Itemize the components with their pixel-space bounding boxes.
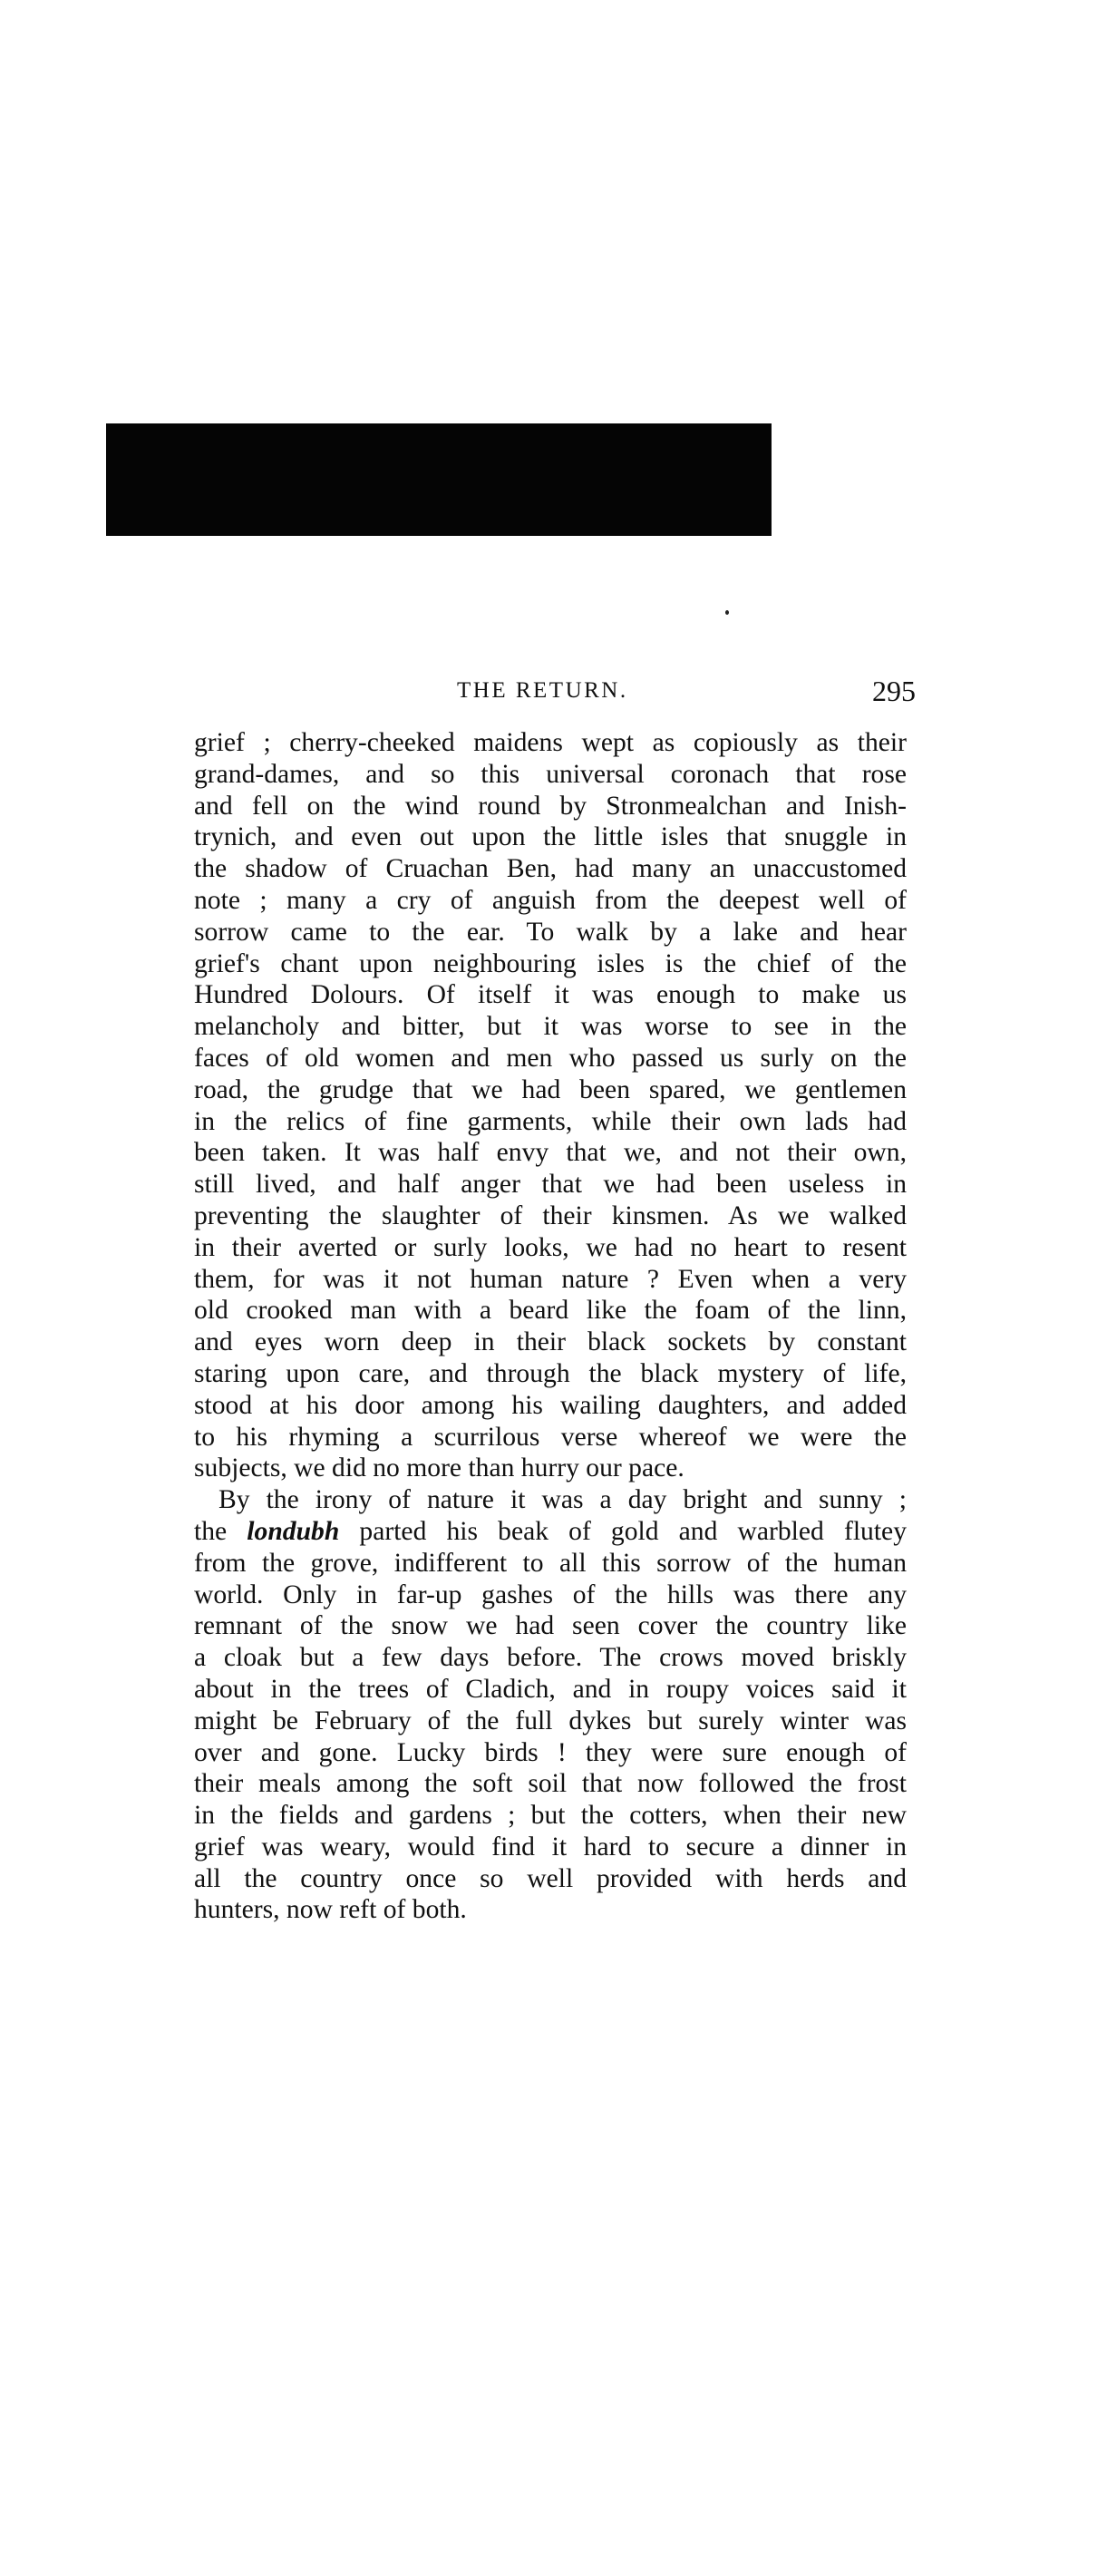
paragraph-2	[194, 1484, 907, 1926]
text-line: them, for was it not human nature ? Even when a very	[194, 1264, 907, 1294]
ink-speck	[725, 610, 729, 615]
text-line: been taken. It was half envy that we, and not their own,	[194, 1138, 907, 1168]
text-line	[194, 1516, 907, 1548]
text-line: stood at his door among his wailing daughters, and added	[194, 1390, 907, 1420]
text-line: and eyes worn deep in their black sockets by constant	[194, 1327, 907, 1357]
text-line: the shadow of Cruachan Ben, had many an unaccustomed	[194, 854, 907, 884]
running-title: THE RETURN.	[457, 678, 628, 703]
text-line: note ; many a cry of anguish from the deepest well of	[194, 885, 907, 915]
text-line: still lived, and half anger that we had been useless in	[194, 1170, 907, 1200]
text-line: and fell on the wind round by Stronmealchan and Inish-	[194, 791, 907, 821]
text-line: in their averted or surly looks, we had no heart to resent	[194, 1232, 907, 1262]
text-line: about in the trees of Cladich, and in roupy voices said it	[194, 1674, 907, 1704]
text-line: a cloak but a few days before. The crows moved briskly	[194, 1643, 907, 1673]
paragraph-1	[194, 727, 907, 1484]
text-line: to his rhyming a scurrilous verse whereof we were the	[194, 1422, 907, 1452]
text-line: remnant of the snow we had seen cover the country like	[194, 1611, 907, 1641]
page-number: 295	[872, 675, 916, 707]
text-line: all the country once so well provided with herds and	[194, 1863, 907, 1893]
text-line: in the fields and gardens ; but the cotters, when their new	[194, 1801, 907, 1831]
text-line: might be February of the full dykes but surely winter was	[194, 1706, 907, 1735]
text-line: world. Only in far-up gashes of the hills was there any	[194, 1580, 907, 1609]
text-line: trynich, and even out upon the little isles that snuggle in	[194, 822, 907, 852]
text-line: their meals among the soft soil that now followed the frost	[194, 1769, 907, 1799]
text-line: from the grove, indifferent to all this sorrow of the human	[194, 1548, 907, 1578]
text-line: staring upon care, and through the black mystery of life,	[194, 1358, 907, 1388]
text-line: Hundred Dolours. Of itself it was enough to make us	[194, 980, 907, 1010]
text-line: faces of old women and men who passed us surly on the	[194, 1043, 907, 1073]
text-line: grand-dames, and so this universal coronach that rose	[194, 759, 907, 789]
text-line: grief was weary, would find it hard to secure a dinner in	[194, 1832, 907, 1862]
text-line: grief ; cherry-cheeked maidens wept as copiously as their	[194, 728, 907, 757]
text-line: old crooked man with a beard like the foam of the linn,	[194, 1296, 907, 1326]
text-line: in the relics of fine garments, while their own lads had	[194, 1106, 907, 1136]
text-line: road, the grudge that we had been spared, we gentlemen	[194, 1074, 907, 1104]
text-line: melancholy and bitter, but it was worse to see in the	[194, 1012, 907, 1042]
text-line: sorrow came to the ear. To walk by a lake and hear	[194, 917, 907, 947]
redaction-bar	[106, 423, 772, 536]
text-line: over and gone. Lucky birds ! they were sure enough of	[194, 1737, 907, 1767]
text-line: grief's chant upon neighbouring isles is the chief of the	[194, 948, 907, 978]
text-fragment: the	[194, 1516, 248, 1546]
running-head	[190, 673, 916, 709]
italic-word: londubh	[247, 1516, 340, 1546]
text-line: By the irony of nature it was a day bright and sunny ;	[218, 1485, 907, 1515]
text-line: preventing the slaughter of their kinsmen. As we walked	[194, 1201, 907, 1230]
text-fragment: parted his beak of gold and warbled flutey	[339, 1516, 907, 1546]
body-text	[194, 727, 907, 1926]
text-line: hunters, now reft of both.	[194, 1895, 467, 1925]
text-line: subjects, we did no more than hurry our pace.	[194, 1453, 684, 1483]
